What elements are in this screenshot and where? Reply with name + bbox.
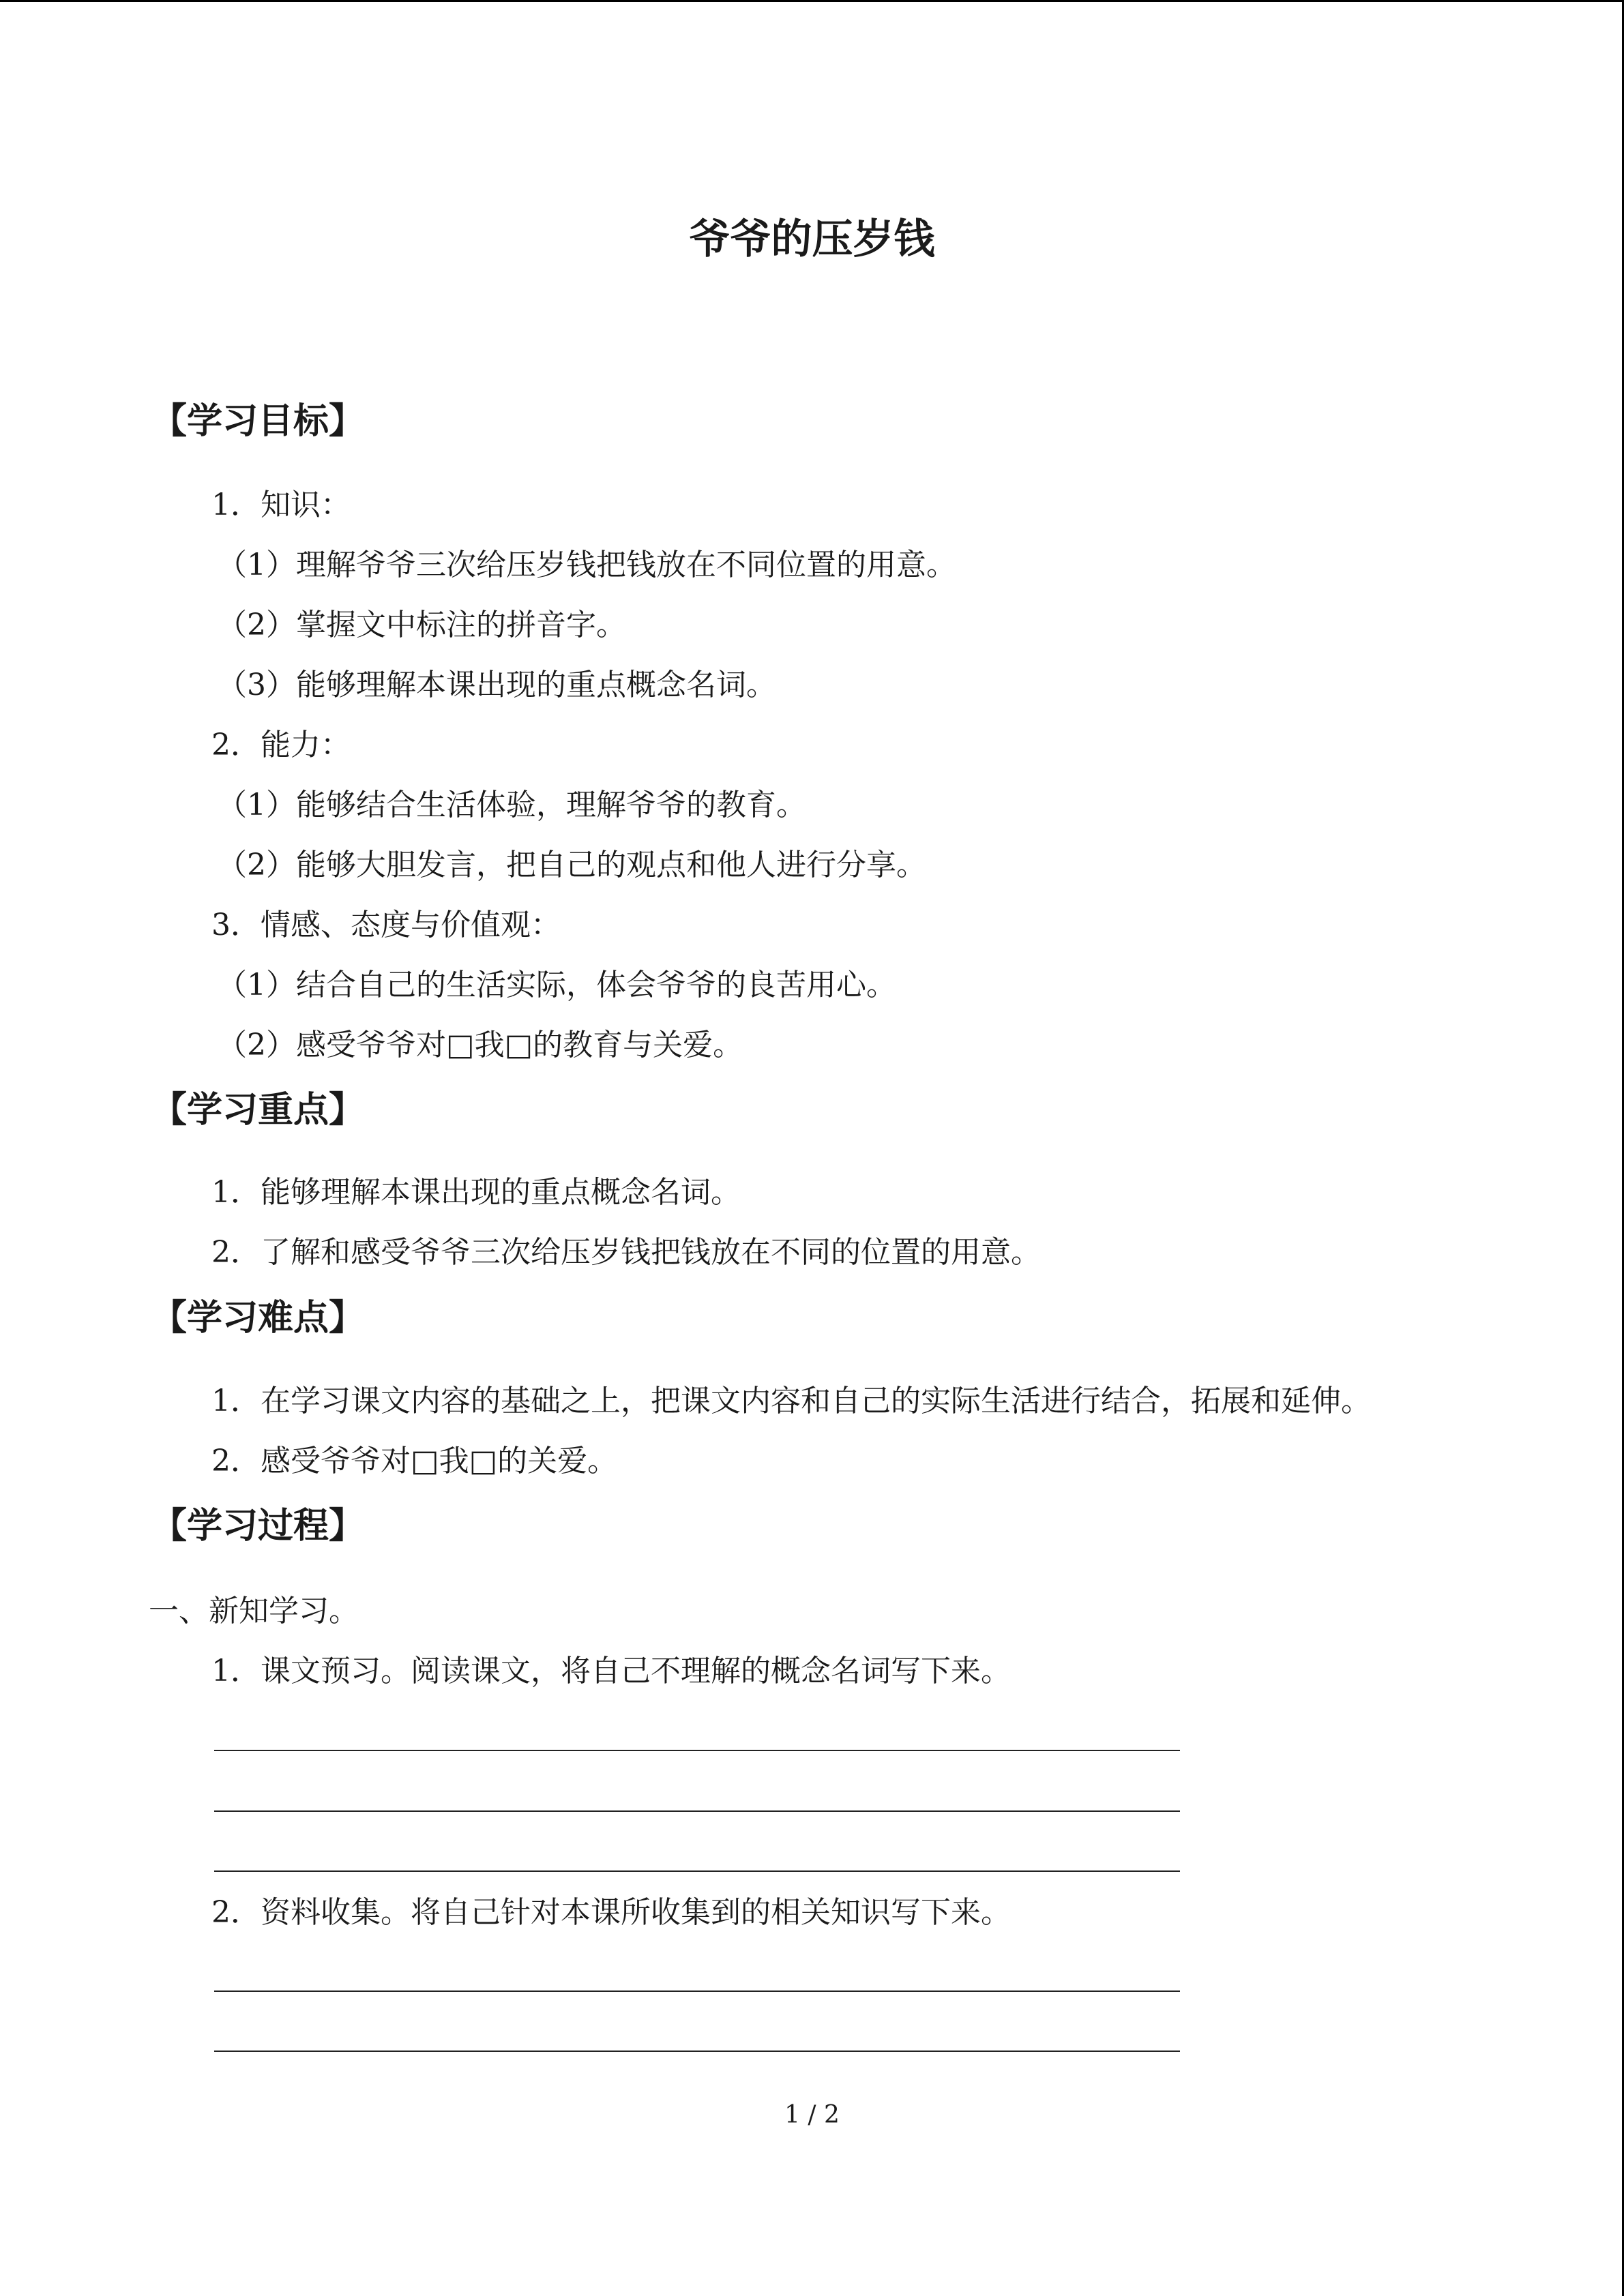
goals-line: 2．能力： [211, 728, 351, 762]
goals-line: （2）感受爷爷对□我□的教育与关爱。 [217, 1028, 743, 1062]
goals-line: （3）能够理解本课出现的重点概念名词。 [217, 668, 776, 702]
answer-line [214, 1991, 1180, 1992]
goals-line: （2）掌握文中标注的拼音字。 [217, 608, 626, 642]
process-part-one: 一、新知学习。 [149, 1594, 359, 1628]
goals-line: （2）能够大胆发言，把自己的观点和他人进行分享。 [217, 848, 926, 882]
difficulties-line: 2．感受爷爷对□我□的关爱。 [211, 1444, 618, 1478]
document-title: 爷爷的压岁钱 [689, 215, 935, 263]
difficulties-line: 1．在学习课文内容的基础之上，把课文内容和自己的实际生活进行结合，拓展和延伸。 [211, 1384, 1371, 1418]
answer-line [214, 1870, 1180, 1872]
goals-line: （1）理解爷爷三次给压岁钱把钱放在不同位置的用意。 [217, 548, 956, 582]
section-heading-difficulties: 【学习难点】 [151, 1298, 365, 1339]
goals-line: 3．情感、态度与价值观： [211, 908, 561, 942]
goals-line: （1）能够结合生活体验，理解爷爷的教育。 [217, 788, 806, 822]
process-task-2: 2．资料收集。将自己针对本课所收集到的相关知识写下来。 [211, 1895, 1011, 1930]
answer-line [214, 1750, 1180, 1751]
process-task-1: 1．课文预习。阅读课文，将自己不理解的概念名词写下来。 [211, 1654, 1011, 1688]
answer-line [214, 1810, 1180, 1812]
page-number: 1 / 2 [784, 2101, 840, 2129]
key-points-line: 1．能够理解本课出现的重点概念名词。 [211, 1175, 741, 1210]
key-points-line: 2．了解和感受爷爷三次给压岁钱把钱放在不同的位置的用意。 [211, 1235, 1041, 1270]
goals-line: 1．知识： [211, 488, 351, 522]
answer-line [214, 2051, 1180, 2052]
section-heading-goals: 【学习目标】 [151, 401, 365, 442]
section-heading-key-points: 【学习重点】 [151, 1090, 365, 1131]
goals-line: （1）结合自己的生活实际，体会爷爷的良苦用心。 [217, 968, 896, 1002]
section-heading-process: 【学习过程】 [151, 1506, 365, 1547]
